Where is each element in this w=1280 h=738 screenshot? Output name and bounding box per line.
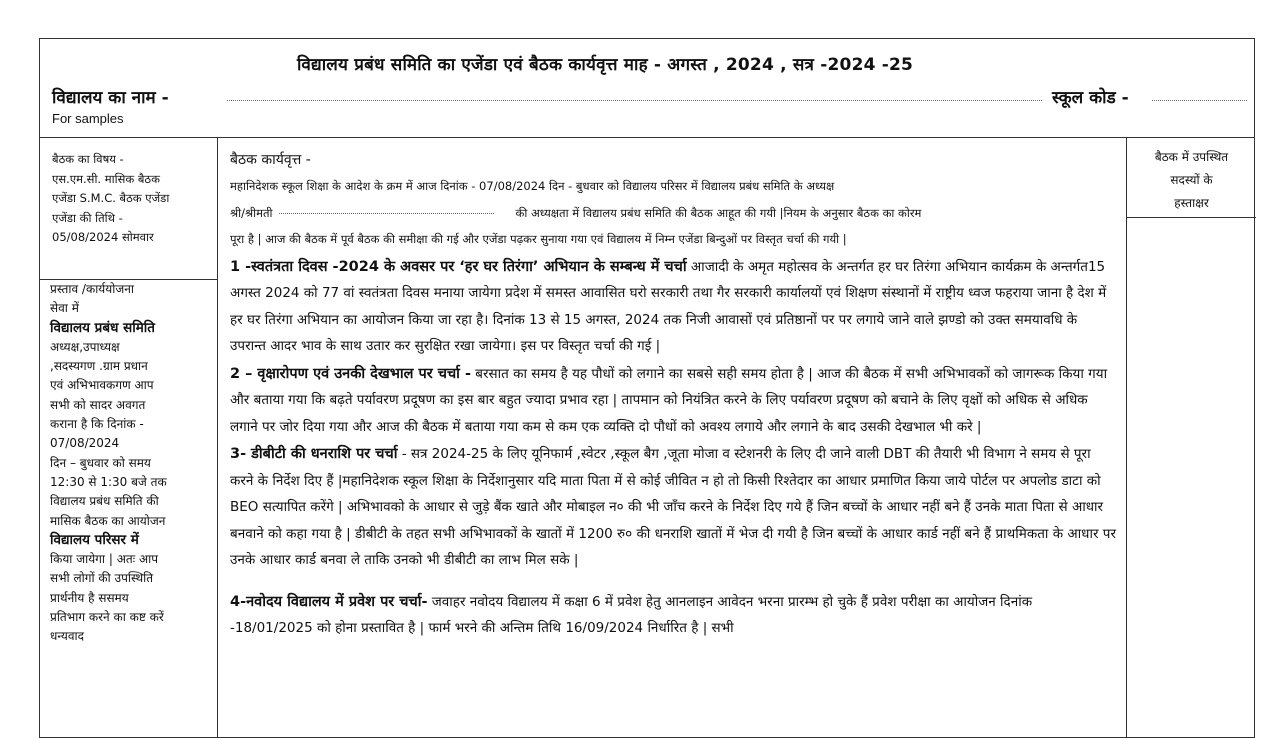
- proposal-line: सभी लोगों की उपस्थिति: [50, 571, 154, 586]
- signature-heading-line: सदस्यों के: [1170, 173, 1213, 187]
- school-code-label: स्कूल कोड -: [1052, 88, 1129, 108]
- proposal-line: 07/08/2024: [50, 436, 120, 451]
- agenda-item-body: - सत्र 2024-25 के लिए यूनिफार्म ,स्वेटर ,स्कूल बैग ,जूता मोजा व स्टेशनरी के लिए दी जाने वाली DBT की तैयारी भी विभाग ने समय से पूरा करने के निर्देश दिए हैं |महानिदेशक स्कूल शिक्षा के निर्देशानुसार यदि माता पिता में से कोई जीवित न हो तो किसी रिश्तेदार का आधार प्रमाणित किया जाये पोर्टल पर अपलोड डाटा को BEO सत्यापित करेंगे | अभिभावको के आधार से जुड़े बैंक खाते और मोबाइल न० की भी जाँच करने के निर्देश दिए गये हैं जिन बच्चों के आधार नहीं बने हैं उनके माता पिता से आधार बनवाने को कहा गया है | डीबीटी के तहत सभी अभिभावकों के खातों में 1200 रु० की धनराशि खातों में भेज दी गयी है जिन बच्चों के आधार कार्ड नहीं बने हैं प्राथमिकता के आधार पर उनके आधार कार्ड बनवा ले ताकि उनको भी डीबीटी का लाभ मिल सके |: [230, 446, 1116, 568]
- agenda-item-heading: 3- डीबीटी की धनराशि पर चर्चा: [230, 446, 398, 462]
- school-name-label: विद्यालय का नाम -: [52, 88, 169, 108]
- document-header: [40, 39, 1254, 138]
- chairperson-name-field: [279, 213, 494, 214]
- spacer: [230, 574, 1117, 588]
- proposal-line: अध्यक्ष,उपाध्यक्ष: [50, 339, 120, 354]
- agenda-item-heading: 2 – वृक्षारोपण एवं उनकी देखभाल पर चर्चा -: [230, 365, 472, 382]
- subject-line: 05/08/2024 सोमवार: [52, 230, 154, 244]
- chairperson-label: श्री/श्रीमती: [230, 205, 273, 220]
- minutes-panel: [220, 138, 1125, 738]
- proposal-line: विद्यालय प्रबंध समिति: [50, 319, 155, 336]
- intro-line: [230, 200, 1117, 227]
- signature-heading-line: हस्ताक्षर: [1174, 196, 1209, 210]
- agenda-item-body: जवाहर नवोदय विद्यालय में कक्षा 6 में प्रवेश हेतु आनलाइन आवेदन भरना प्रारम्भ हो चुके हैं प्रवेश परीक्षा का आयोजन दिनांक -18/01/2025 को होना प्रस्तावित है | फार्म भरने की अन्तिम तिथि 16/09/2024 निर्धारित है | सभी: [230, 593, 1033, 636]
- proposal-line: प्रतिभाग करने का कष्ट करें: [50, 610, 164, 625]
- agenda-document: [39, 38, 1255, 738]
- agenda-item-heading: 1 -स्वतंत्रता दिवस -2024 के अवसर पर ‘हर घर तिरंगा’ अभियान के सम्बन्ध में चर्चा: [230, 258, 687, 275]
- left-panel: [40, 138, 218, 738]
- agenda-item-2: [230, 361, 1117, 441]
- agenda-item-3: [230, 441, 1117, 574]
- school-code-field: [1152, 100, 1247, 101]
- proposal-box: [40, 280, 217, 647]
- subject-line: बैठक का विषय -: [52, 152, 124, 166]
- proposal-line: दिन – बुधवार को समय: [50, 455, 151, 470]
- subject-line: एस.एम.सी. मासिक बैठक: [52, 171, 160, 186]
- school-info-row: [52, 85, 1244, 109]
- intro-line: महानिदेशक स्कूल शिक्षा के आदेश के क्रम में आज दिनांक - 07/08/2024 दिन - बुधवार को विद्यालय परिसर में विद्यालय प्रबंध समिति के अध्यक्ष: [230, 179, 835, 193]
- subject-line: एजेंडा S.M.C. बैठक एजेंडा: [52, 191, 170, 205]
- minutes-heading: बैठक कार्यवृत्त -: [230, 152, 311, 168]
- agenda-item-heading: 4-नवोदय विद्यालय में प्रवेश पर चर्चा-: [230, 593, 428, 610]
- proposal-line: 12:30 से 1:30 बजे तक: [50, 474, 167, 489]
- agenda-item-body: बरसात का समय है यह पौधों को लगाने का सबसे सही समय होता है | आज की बैठक में सभी अभिभावकों को जागरूक किया गया और बताया गया कि बढ़ते पर्यावरण प्रदूषण का इस बार बहुत ज्यादा प्रभाव रहा | तापमान को नियंत्रित करने के लिए पर्यावरण प्रदूषण को बचाने के लिए वृक्षों को अधिक से अधिक लगाने पर जोर दिया गया और आज की बैठक में बताया गया कम से कम एक व्यक्ति दो पौधों को अवश्य लगाये और लगाने के बाद उसकी देखभाल भी करे |: [230, 365, 1108, 435]
- proposal-line: प्रार्थनीय है ससमय: [50, 590, 129, 605]
- proposal-line: मासिक बैठक का आयोजन: [50, 513, 166, 528]
- document-title: विद्यालय प्रबंध समिति का एजेंडा एवं बैठक कार्यवृत्त माह - अगस्त , 2024 , सत्र -2024 -25: [296, 55, 914, 75]
- proposal-line: ,सदस्यगण .ग्राम प्रधान: [50, 359, 148, 374]
- proposal-line: किया जायेगा | अतः आप: [50, 552, 159, 567]
- proposal-line: विद्यालय प्रबंध समिति की: [50, 494, 159, 509]
- proposal-line: कराना है कि दिनांक -: [50, 417, 144, 432]
- proposal-line: प्रस्ताव /कार्ययोजना: [50, 282, 134, 296]
- agenda-item-4: [230, 589, 1117, 642]
- samples-note: For samples: [52, 111, 124, 126]
- proposal-line: सभी को सादर अवगत: [50, 397, 146, 412]
- proposal-line: धन्यवाद: [50, 629, 85, 644]
- meeting-subject-box: [40, 138, 217, 280]
- intro-text: की अध्यक्षता में विद्यालय प्रबंध समिति की बैठक आहूत की गयी |नियम के अनुसार बैठक का कोरम: [515, 205, 922, 220]
- agenda-item-1: [230, 254, 1117, 360]
- signature-heading: [1127, 138, 1256, 218]
- minutes-intro: [230, 173, 1117, 253]
- subject-line: एजेंडा की तिथि -: [52, 210, 123, 225]
- proposal-line: सेवा में: [50, 301, 79, 316]
- proposal-line: विद्यालय परिसर में: [50, 531, 139, 548]
- intro-line: पूरा है | आज की बैठक में पूर्व बैठक की समीक्षा की गई और एजेंडा पढ़कर सुनाया गया एवं विद्यालय में निम्न एजेंडा बिन्दुओं पर विस्तृत चर्चा की गयी |: [230, 232, 847, 246]
- signature-heading-line: बैठक में उपस्थित: [1154, 150, 1229, 164]
- proposal-line: एवं अभिभावकगण आप: [50, 378, 154, 393]
- signature-panel: [1126, 138, 1256, 738]
- agenda-item-body: आजादी के अमृत महोत्सव के अन्तर्गत हर घर तिरंगा अभियान कार्यक्रम के अन्तर्गत15 अगस्त 2024 को 77 वां स्वतंत्रता दिवस मनाया जायेगा प्रदेश में समस्त आवासित घरो सरकारी तथा गैर सरकारी कार्यालयों एवं शिक्षण संस्थानों में राष्ट्रीय ध्वज फहराया जाना है देश में हर घर तिरंगा अभियान का आयोजन किया जा रहा है। दिनांक 13 से 15 अगस्त, 2024 तक निजी आवासों एवं प्रतिष्ठानों पर पर लगाये जाने वाले झण्डो को उक्त समयावधि के उपरान्त आदर भाव के साथ उतार कर सुरक्षित रखा जायेगा। इस पर विस्तृत चर्चा की गई |: [230, 258, 1107, 354]
- school-name-field: [227, 100, 1042, 101]
